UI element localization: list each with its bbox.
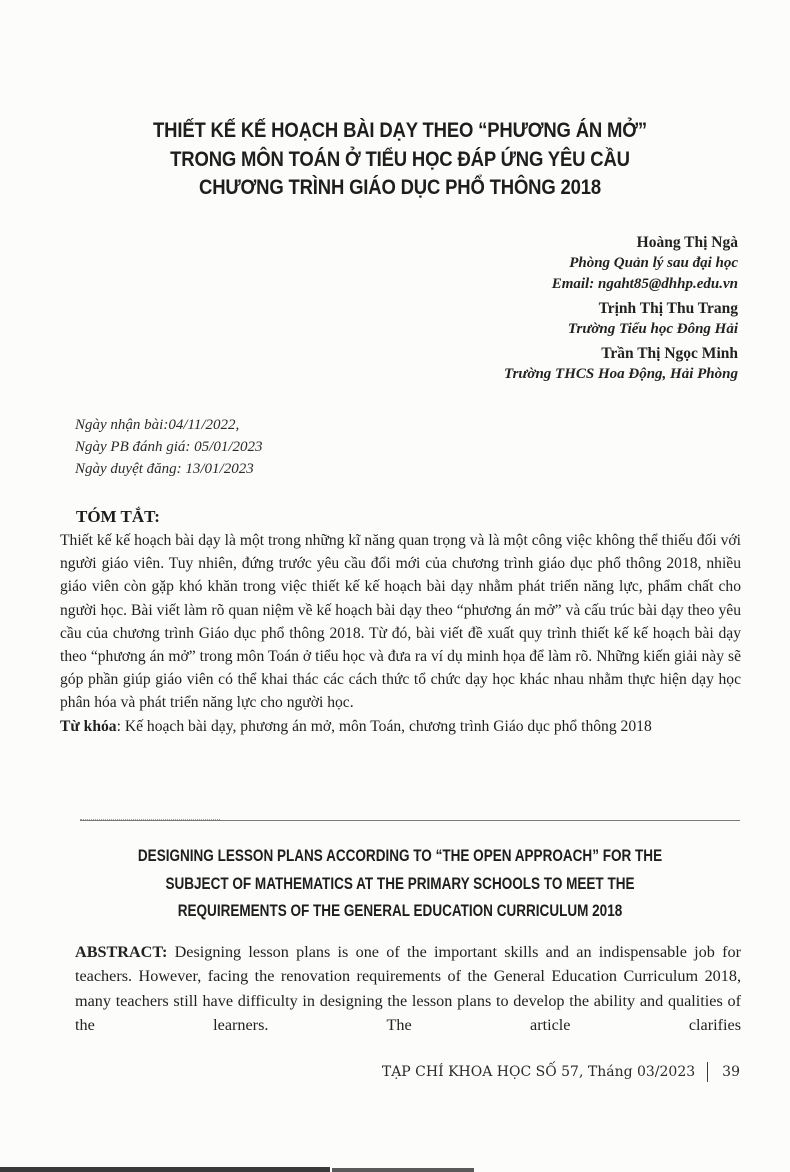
date-reviewed: Ngày PB đánh giá: 05/01/2023 xyxy=(75,439,263,455)
author-name: Hoàng Thị Ngà xyxy=(636,234,738,251)
page-footer xyxy=(382,1062,740,1082)
author-affiliation: Trường Tiểu học Đông Hải xyxy=(567,321,738,337)
keywords-label: Từ khóa xyxy=(60,717,117,735)
submission-dates xyxy=(75,414,263,480)
abstract-vn-body: Thiết kế kế hoạch bài dạy là một trong những kĩ năng quan trọng và là một công việc không thể thiếu đối với người giáo viên. Tuy nhiên, đứng trước yêu cầu đổi mới của chương trình giáo dục phổ thông 2018, nhiều giáo viên còn gặp khó khăn trong việc thiết kế kế hoạch bài dạy nhằm phát triển năng lực, phẩm chất cho người học. Bài viết làm rõ quan niệm về kế hoạch bài dạy theo “phương án mở” và cấu trúc bài dạy theo yêu cầu của chương trình Giáo dục phổ thông 2018. Từ đó, bài viết đề xuất quy trình thiết kế kế hoạch bài dạy theo “phương án mở” trong môn Toán ở tiểu học và đưa ra ví dụ minh họa để làm rõ. Những kiến giải này sẽ góp phần giúp giáo viên có thể khai thác các cách thức tổ chức dạy học khác nhau nhằm thực hiện dạy học phân hóa và phát triển năng lực cho người học. xyxy=(60,532,741,712)
page-number: 39 xyxy=(722,1064,740,1080)
title-vn-line: TRONG MÔN TOÁN Ở TIỂU HỌC ĐÁP ỨNG YÊU CẦU xyxy=(170,146,630,171)
abstract-en-paragraph xyxy=(75,940,741,1037)
title-en-line: REQUIREMENTS OF THE GENERAL EDUCATION CURRICULUM 2018 xyxy=(177,902,623,920)
article-title-vietnamese xyxy=(108,116,693,202)
keywords-line xyxy=(60,715,741,738)
keywords-text: : Kế hoạch bài dạy, phương án mở, môn Toán, chương trình Giáo dục phổ thông 2018 xyxy=(116,717,652,735)
scan-edge-shadow xyxy=(332,1168,474,1172)
author-affiliation: Trường THCS Hoa Động, Hải Phòng xyxy=(503,366,738,382)
section-divider xyxy=(80,820,740,821)
title-en-line: DESIGNING LESSON PLANS ACCORDING TO “THE OPEN APPROACH” FOR THE xyxy=(137,847,663,865)
abstract-en-body: Designing lesson plans is one of the important skills and an indispensable job for teachers. However, facing the renovation requirements of the General Education Curriculum 2018, many teachers still have difficulty in designing the lesson plans to develop the ability and qualities of the learners. The article clarifies xyxy=(75,943,741,1034)
journal-issue: TẠP CHÍ KHOA HỌC SỐ 57, Tháng 03/2023 xyxy=(381,1064,696,1080)
author-affiliation: Phòng Quản lý sau đại học xyxy=(569,255,738,271)
author-email[interactable]: Email: ngaht85@dhhp.edu.vn xyxy=(551,276,738,292)
date-received: Ngày nhận bài:04/11/2022, xyxy=(75,417,240,433)
abstract-english xyxy=(75,940,741,1037)
abstract-vn-heading: TÓM TẮT: xyxy=(76,507,160,526)
author-name: Trần Thị Ngọc Minh xyxy=(601,345,738,362)
article-title-english xyxy=(105,843,695,926)
abstract-en-label: ABSTRACT: xyxy=(75,943,168,961)
title-vn-line: THIẾT KẾ KẾ HOẠCH BÀI DẠY THEO “PHƯƠNG ÁN MỞ” xyxy=(153,118,647,142)
title-vn-line: CHƯƠNG TRÌNH GIÁO DỤC PHỔ THÔNG 2018 xyxy=(199,175,601,199)
author-name: Trịnh Thị Thu Trang xyxy=(598,300,738,317)
title-en-line: SUBJECT OF MATHEMATICS AT THE PRIMARY SCHOOLS TO MEET THE xyxy=(165,874,635,893)
date-accepted: Ngày duyệt đăng: 13/01/2023 xyxy=(75,461,254,477)
scan-edge-shadow xyxy=(0,1167,330,1172)
abstract-vietnamese xyxy=(60,529,741,738)
footer-separator xyxy=(707,1062,708,1082)
author-block xyxy=(504,232,738,385)
